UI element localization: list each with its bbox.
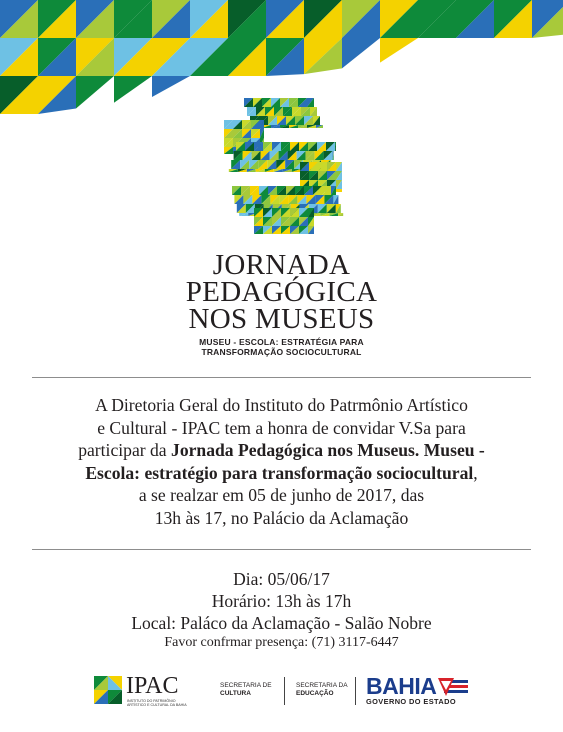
footer-separator xyxy=(284,677,285,705)
ipac-logo-text: IPAC xyxy=(126,673,179,699)
event-date: Dia: 05/06/17 xyxy=(233,569,330,589)
title-line-1: JORNADA xyxy=(212,249,351,281)
invitation-line-3-plain: participar da xyxy=(78,440,172,460)
secretaria-cultura-logo xyxy=(220,682,272,697)
banner-triangle xyxy=(76,76,114,109)
bahia-flag-icon xyxy=(436,676,470,698)
title-line-2: PEDAGÓGICA xyxy=(185,276,378,308)
footer-separator xyxy=(355,677,356,705)
banner-triangle xyxy=(342,38,380,68)
bahia-logo-text: BAHIA xyxy=(366,673,437,699)
sec-cultura-line-2: CULTURA xyxy=(220,689,251,697)
invitation-text xyxy=(20,394,543,529)
banner-triangle xyxy=(152,76,190,97)
invitation-line-2: e Cultural - IPAC tem a honra de convidar V.Sa para xyxy=(97,417,466,438)
sec-cultura-line-1: SECRETARIA DE xyxy=(220,682,272,689)
invitation-line-1: A Diretoria Geral do Instituto do Patrmônio Artístico xyxy=(95,395,468,415)
subtitle-line-1: MUSEU - ESCOLA: ESTRATÉGIA PARA xyxy=(199,337,364,347)
event-time: Horário: 13h às 17h xyxy=(211,591,352,611)
governo-do-estado-text: GOVERNO DO ESTADO xyxy=(366,697,457,706)
mosaic-emblem-icon xyxy=(214,96,354,238)
secretaria-educacao-logo xyxy=(296,682,348,697)
ipac-sub-line-2: ARTÍSTICO E CULTURAL DA BAHIA xyxy=(127,703,187,707)
event-location: Local: Paláco da Aclamação - Salão Nobre xyxy=(131,613,432,633)
banner-triangle xyxy=(380,38,418,63)
invitation-line-5: a se realzar em 05 de junho de 2017, das xyxy=(138,485,425,505)
event-name-part-2: Escola: estratégio para transformação sociocultural xyxy=(85,462,474,483)
title-line-3: NOS MUSEUS xyxy=(188,303,375,335)
invitation-line-6: 13h às 17, no Palácio da Aclamação xyxy=(154,507,409,528)
banner-triangle xyxy=(114,76,152,103)
sec-educacao-line-1: SECRETARIA DA xyxy=(296,682,348,689)
ipac-sub-line-1: INSTITUTO DO PATRIMÔNIO xyxy=(127,699,176,703)
invitation-line-4 xyxy=(20,462,543,485)
sec-educacao-line-2: EDUCAÇÃO xyxy=(296,689,334,697)
divider-top xyxy=(32,377,531,378)
ipac-logo-icon xyxy=(94,676,122,704)
divider-bottom xyxy=(32,549,531,550)
invitation-line-3 xyxy=(20,439,543,462)
rsvp-contact: Favor confrmar presença: (71) 3117-6447 xyxy=(164,635,399,650)
subtitle-line-2: TRANSFORMAÇÃO SOCIOCULTURAL xyxy=(201,347,362,357)
ipac-logo-subtitle xyxy=(127,699,197,707)
event-name-part-1: Jornada Pedagógica nos Museus. Museu - xyxy=(171,440,485,460)
invitation-line-4-plain: , xyxy=(473,462,478,483)
